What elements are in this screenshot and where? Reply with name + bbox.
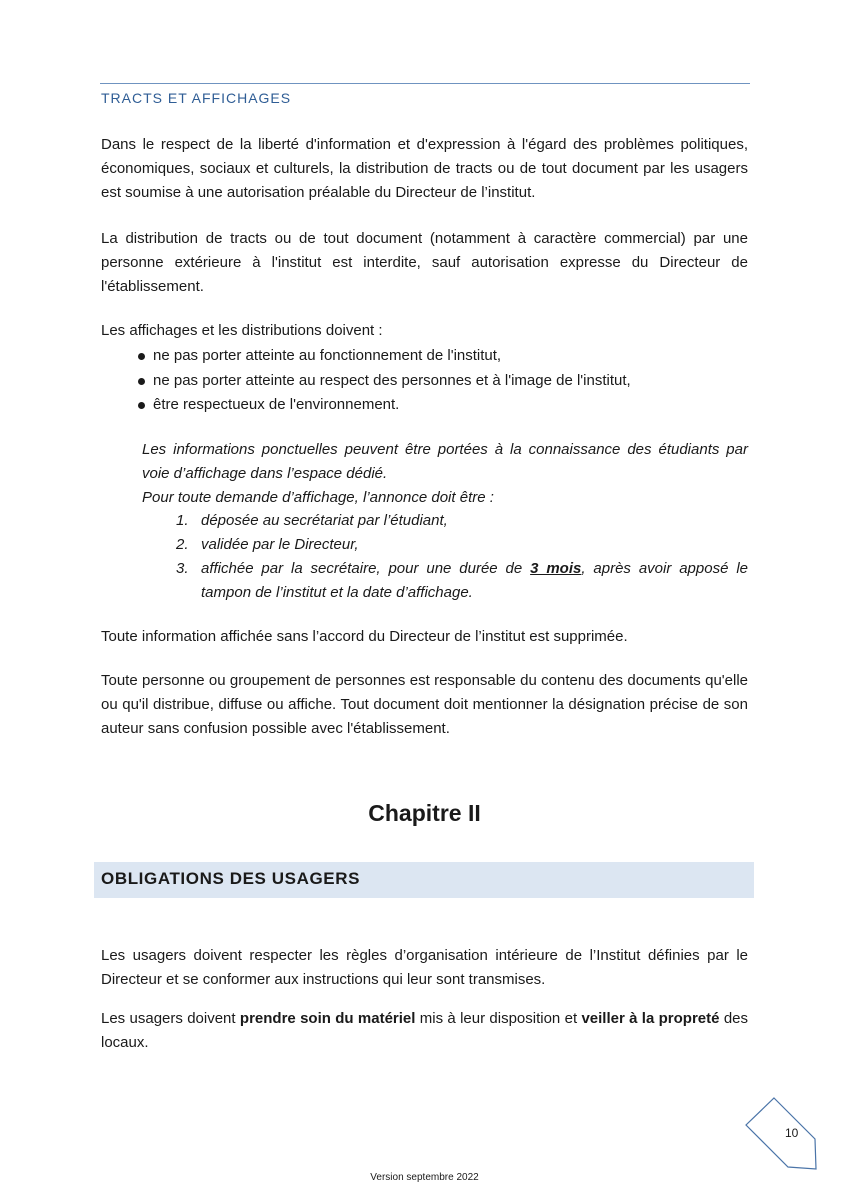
list-item: ne pas porter atteinte au fonctionnement de l'institut, bbox=[137, 344, 631, 369]
paragraph-internal-rules: Les usagers doivent respecter les règles d’organisation intérieure de l’Institut définies par le Directeur et se conformer aux instructions qui leur sont transmises. bbox=[101, 947, 748, 988]
list-item: 3. affichée par la secrétaire, pour une durée de 3 mois, après avoir apposé le tampon de l’institut et la date d’affichage. bbox=[176, 560, 748, 601]
paragraph-affichages-intro: Les affichages et les distributions doivent : bbox=[101, 322, 383, 339]
numbered-list bbox=[176, 509, 748, 605]
bullet-icon bbox=[138, 378, 145, 385]
list-item: ne pas porter atteinte au respect des personnes et à l'image de l'institut, bbox=[137, 369, 631, 394]
section-band bbox=[94, 862, 754, 898]
chapter-title: Chapitre II bbox=[368, 800, 481, 826]
header-rule bbox=[100, 83, 750, 84]
list-item: être respectueux de l'environnement. bbox=[137, 393, 631, 418]
paragraph-external-distribution: La distribution de tracts ou de tout document (notamment à caractère commercial) par une personne extérieure à l'institut est interdite, sauf autorisation expresse du Directeur de l'établissement. bbox=[101, 230, 748, 295]
version-footer: Version septembre 2022 bbox=[370, 1172, 479, 1183]
paragraph-freedom: Dans le respect de la liberté d'information et d'expression à l'égard des problèmes politiques, économiques, sociaux et culturels, la distribution de tracts ou de tout document par les usagers est soumise à une autorisation préalable du Directeur de l’institut. bbox=[101, 136, 748, 201]
list-item: 1. déposée au secrétariat par l’étudiant, bbox=[176, 512, 448, 529]
paragraph-unauthorized-removal: Toute information affichée sans l’accord du Directeur de l’institut est supprimée. bbox=[101, 628, 628, 645]
page-number: 10 bbox=[785, 1126, 799, 1140]
bullet-list bbox=[137, 344, 631, 418]
section-band-title: OBLIGATIONS DES USAGERS bbox=[101, 869, 361, 888]
bullet-icon bbox=[138, 353, 145, 360]
page-number-frame-icon bbox=[744, 1097, 819, 1172]
paragraph-material-care: Les usagers doivent prendre soin du matériel mis à leur disposition et veiller à la propreté des locaux. bbox=[101, 1010, 749, 1051]
paragraph-responsibility: Toute personne ou groupement de personnes est responsable du contenu des documents qu'elle ou qu'il distribue, diffuse ou affiche. Tout document doit mentionner la désignation précise de son auteur sans confusion possible avec l'établissement. bbox=[101, 672, 748, 737]
italic-information-note: Les informations ponctuelles peuvent être portées à la connaissance des étudiants par voie d’affichage dans l’espace dédié. bbox=[142, 441, 748, 482]
duration-emphasis: 3 mois bbox=[530, 560, 582, 577]
section-heading: TRACTS ET AFFICHAGES bbox=[101, 90, 292, 106]
bullet-icon bbox=[138, 402, 145, 409]
italic-request-intro: Pour toute demande d’affichage, l’annonce doit être : bbox=[142, 489, 494, 506]
list-item: 2. validée par le Directeur, bbox=[176, 536, 359, 553]
